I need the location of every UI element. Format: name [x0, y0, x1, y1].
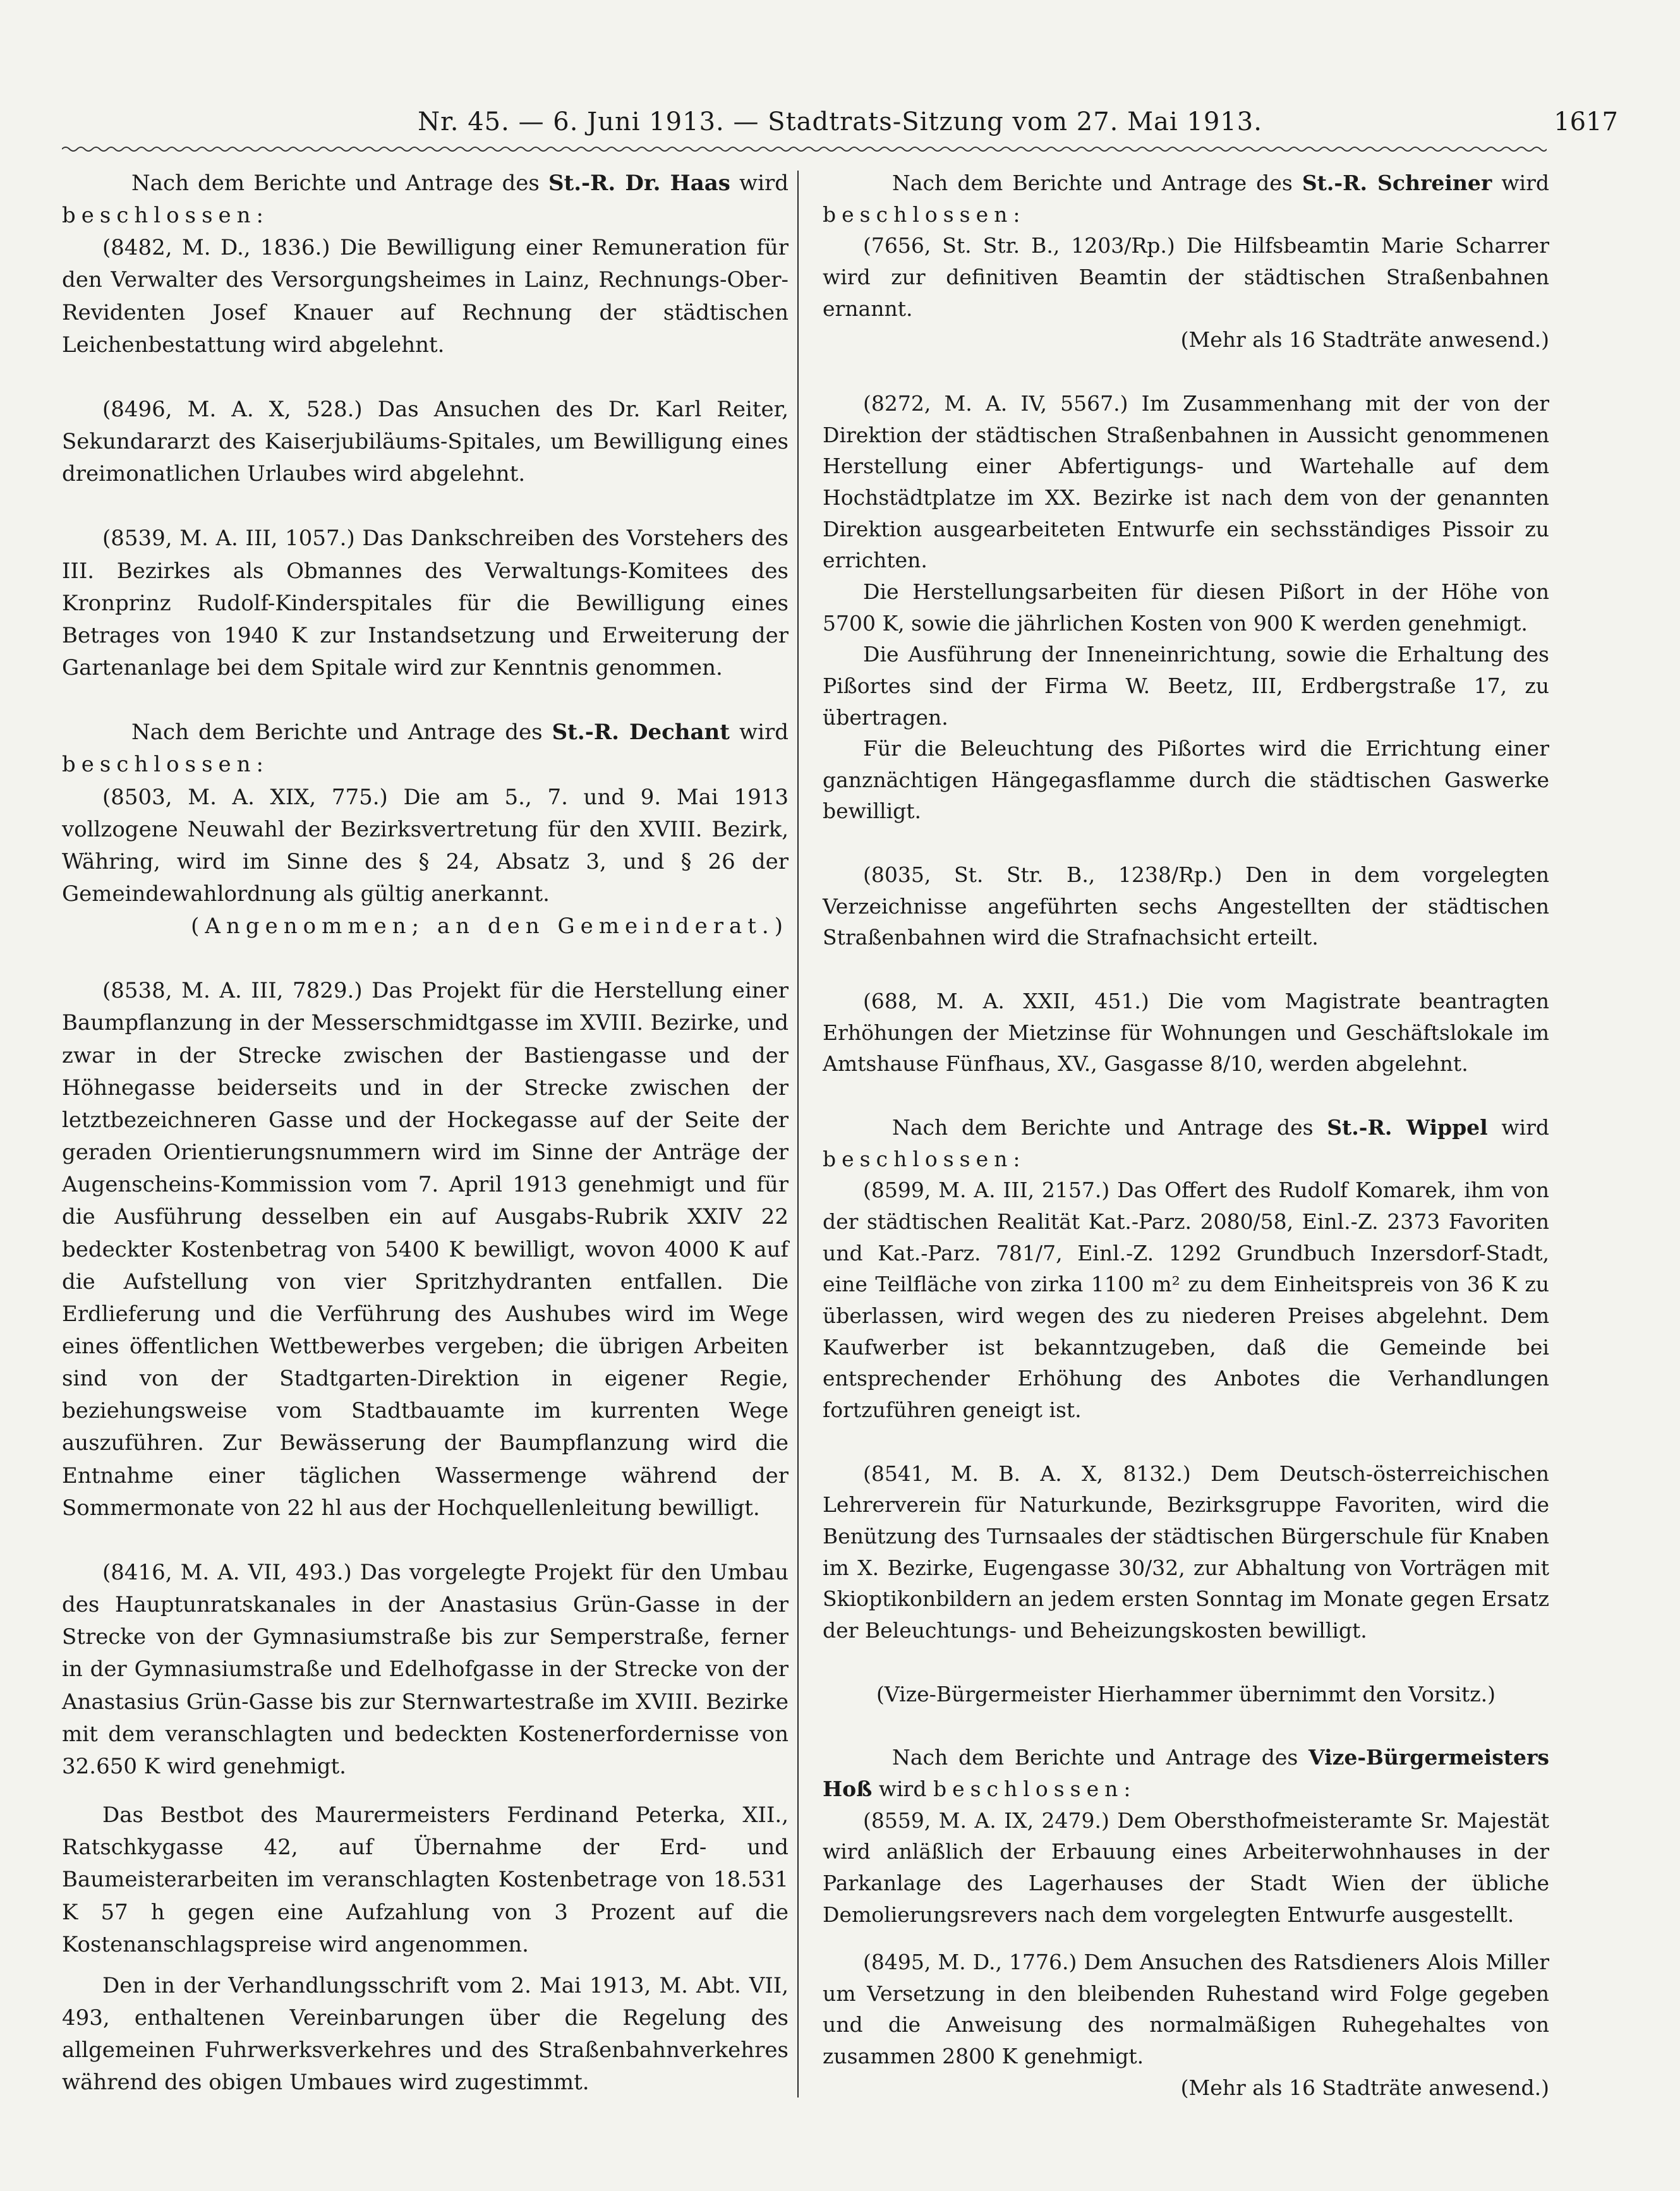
- header-wavy-rule: [62, 143, 1547, 155]
- resolution-item: (8599, M. A. III, 2157.) Das Offert des Rudolf Komarek, ihm von der städtischen Realität Kat.-Parz. 2080/58, Einl.-Z. 2373 Favoriten und Kat.-Parz. 781/7, Einl.-Z. 1292 Grundbuch Inzersdorf-Stadt, eine Teilfläche von zirka 1100 m² zu dem Einheitspreis von 36 K zu überlassen, wird wegen des zu niederen Preises abgelehnt. Dem Kaufwerber ist bekanntzugeben, daß die Gemeinde bei entsprechender Erhöhung des Anbotes die Verhandlungen fortzuführen geneigt ist.: [823, 1178, 1549, 1422]
- resolution-item: Das Bestbot des Maurermeisters Ferdinand Peterka, XII., Ratschkygasse 42, auf Übernahme der Erd- und Baumeisterarbeiten im veranschlagten Kostenbetrage von 18.531 K 57 h gegen eine Aufzahlung von 3 Prozent auf die Kostenanschlagspreise wird angenommen.: [62, 1802, 789, 1957]
- resolution-intro: Nach dem Berichte und Antrage des Vize-Bürgermeisters Hoß wird beschlossen:: [823, 1745, 1549, 1801]
- councillor-name: St.-R. Schreiner: [1302, 171, 1492, 195]
- resolution-intro: Nach dem Berichte und Antrage des St.-R. Dr. Haas wird beschlossen:: [62, 171, 789, 229]
- resolution-intro: Nach dem Berichte und Antrage des St.-R. Dechant wird beschlossen:: [62, 720, 789, 778]
- councillor-name: St.-R. Dr. Haas: [548, 171, 730, 196]
- page-number: 1617: [1554, 107, 1618, 136]
- resolution-item: Den in der Verhandlungsschrift vom 2. Mai 1913, M. Abt. VII, 493, enthaltenen Vereinbarungen über die Regelung des allgemeinen Fuhrwerksverkehres und des Straßenbahnverkehres während des obigen Umbaues wird zugestimmt.: [62, 1972, 789, 2096]
- left-column: [62, 167, 789, 2099]
- resolution-item: (8538, M. A. III, 7829.) Das Projekt für die Herstellung einer Baumpflanzung in der Messerschmidtgasse im XVIII. Bezirke, und zwar in der Strecke zwischen der Bastiengasse und der Höhnegasse beiderseits und in der Strecke zwischen der letztbezeichneren Gasse und der Hockegasse auf der Seite der geraden Orientierungsnummern wird im Sinne der Anträge der Augenscheins-Kommission vom 7. April 1913 genehmigt und für die Ausführung desselben ein auf Ausgabs-Rubrik XXIV 22 bedeckter Kostenbetrag von 5400 K bewilligt, wovon 4000 K auf die Aufstellung von vier Spritzhydranten entfallen. Die Erdlieferung und die Verführung des Aushubes wird im Wege eines öffentlichen Wettbewerbes vergeben; die übrigen Arbeiten sind von der Stadtgarten-Direktion in eigener Regie, beziehungsweise vom Stadtbauamte im kurrenten Wege auszuführen. Zur Bewässerung der Baumpflanzung wird die Entnahme einer täglichen Wassermenge während der Sommermonate von 22 hl aus der Hochquellenleitung bewilligt.: [62, 978, 789, 1521]
- councillor-name: St.-R. Dechant: [552, 720, 730, 745]
- resolution-note: (Angenommen; an den Gemeinderat.): [191, 914, 789, 939]
- resolution-item: (8035, St. Str. B., 1238/Rp.) Den in dem vorgelegten Verzeichnisse angeführten sechs Angestellten der städtischen Straßenbahnen wird die Strafnachsicht erteilt.: [823, 862, 1549, 950]
- resolution-item: (688, M. A. XXII, 451.) Die vom Magistrate beantragten Erhöhungen der Mietzinse für Wohnungen und Geschäftslokale im Amtshause Fünfhaus, XV., Gasgasse 8/10, werden abgelehnt.: [823, 989, 1549, 1077]
- resolution-item: (8416, M. A. VII, 493.) Das vorgelegte Projekt für den Umbau des Hauptunratskanales in der Anastasius Grün-Gasse in der Strecke von der Gymnasiumstraße bis zur Semperstraße, ferner in der Gymnasiumstraße und Edelhofgasse in der Strecke von der Anastasius Grün-Gasse bis zur Sternwartestraße im XVIII. Bezirke mit dem veranschlagten und bedeckten Kostenerfordernisse von 32.650 K wird genehmigt.: [62, 1559, 789, 1779]
- resolution-note: (Vize-Bürgermeister Hierhammer übernimmt den Vorsitz.): [876, 1681, 1496, 1706]
- resolution-intro: Nach dem Berichte und Antrage des St.-R. Schreiner wird beschlossen:: [823, 171, 1549, 227]
- councillor-name: St.-R. Wippel: [1327, 1115, 1488, 1140]
- resolution-intro: Nach dem Berichte und Antrage des St.-R. Wippel wird beschlossen:: [823, 1115, 1549, 1171]
- column-divider: [797, 171, 799, 2097]
- resolution-item: (8539, M. A. III, 1057.) Das Dankschreiben des Vorstehers des III. Bezirkes als Obmannes des Verwaltungs-Komitees des Kronprinz Rudolf-Kinderspitales für die Bewilligung eines Betrages von 1940 K zur Instandsetzung und Erweiterung der Gartenanlage bei dem Spitale wird zur Kenntnis genommen.: [62, 526, 789, 681]
- resolution-item: (8482, M. D., 1836.) Die Bewilligung einer Remuneration für den Verwalter des Versorgungsheimes in Lainz, Rechnungs-Ober-Revidenten Josef Knauer auf Rechnung der städtischen Leichenbestattung wird abgelehnt.: [62, 235, 789, 358]
- resolution-item: (8559, M. A. IX, 2479.) Dem Obersthofmeisteramte Sr. Majestät wird anläßlich der Erbauung eines Arbeiterwohnhauses in der Parkanlage des Lagerhauses der Stadt Wien der übliche Demolierungsrevers nach dem vorgelegten Entwurfe ausgestellt.: [823, 1808, 1549, 1927]
- resolution-item: (8503, M. A. XIX, 775.) Die am 5., 7. und 9. Mai 1913 vollzogene Neuwahl der Bezirksvertretung für den XVIII. Bezirk, Währing, wird im Sinne des § 24, Absatz 3, und § 26 der Gemeindewahlordnung als gültig anerkannt.: [62, 784, 789, 907]
- resolution-item: (8495, M. D., 1776.) Dem Ansuchen des Ratsdieners Alois Miller um Versetzung in den bleibenden Ruhestand wird Folge gegeben und die Anweisung des normalmäßigen Ruhegehaltes von zusammen 2800 K genehmigt.: [823, 1950, 1549, 2069]
- resolution-item: Die Ausführung der Inneneinrichtung, sowie die Erhaltung des Pißortes sind der Firma W. Beetz, III, Erdbergstraße 17, zu übertragen.: [823, 642, 1549, 730]
- right-column: [823, 167, 1549, 2103]
- resolution-note: (Mehr als 16 Stadträte anwesend.): [1180, 327, 1549, 353]
- page-header: [0, 104, 1680, 148]
- resolution-item: Für die Beleuchtung des Pißortes wird die Errichtung einer ganznächtigen Hängegasflamme durch die städtischen Gaswerke bewilligt.: [823, 736, 1549, 824]
- resolution-item: (8541, M. B. A. X, 8132.) Dem Deutsch-österreichischen Lehrerverein für Naturkunde, Bezirksgruppe Favoriten, wird die Benützung des Turnsaales der städtischen Bürgerschule für Knaben im X. Bezirke, Eugengasse 30/32, zur Abhaltung von Vorträgen mit Skioptikonbildern an jedem ersten Sonntag im Monate gegen Ersatz der Beleuchtungs- und Beheizungskosten bewilligt.: [823, 1461, 1549, 1643]
- councillor-name: Vize-Bürgermeisters Hoß: [823, 1745, 1549, 1801]
- resolution-item: (8272, M. A. IV, 5567.) Im Zusammenhang mit der von der Direktion der städtischen Straßenbahnen in Aussicht genommenen Herstellung einer Abfertigungs- und Wartehalle auf dem Hochstädtplatze im XX. Bezirke ist nach dem von der genannten Direktion ausgearbeiteten Entwurfe ein sechsständiges Pissoir zu errichten.: [823, 390, 1549, 573]
- resolution-item: (8496, M. A. X, 528.) Das Ansuchen des Dr. Karl Reiter, Sekundararzt des Kaiserjubiläums-Spitales, um Bewilligung eines dreimonatlichen Urlaubes wird abgelehnt.: [62, 396, 789, 487]
- resolution-note: (Mehr als 16 Stadträte anwesend.): [1180, 2075, 1549, 2100]
- resolution-item: Die Herstellungsarbeiten für diesen Pißort in der Höhe von 5700 K, sowie die jährlichen Kosten von 900 K werden genehmigt.: [823, 579, 1549, 636]
- header-title: Nr. 45. — 6. Juni 1913. — Stadtrats-Sitzung vom 27. Mai 1913.: [418, 107, 1262, 136]
- resolution-item: (7656, St. Str. B., 1203/Rp.) Die Hilfsbeamtin Marie Scharrer wird zur definitiven Beamtin der städtischen Straßenbahnen ernannt.: [823, 233, 1549, 321]
